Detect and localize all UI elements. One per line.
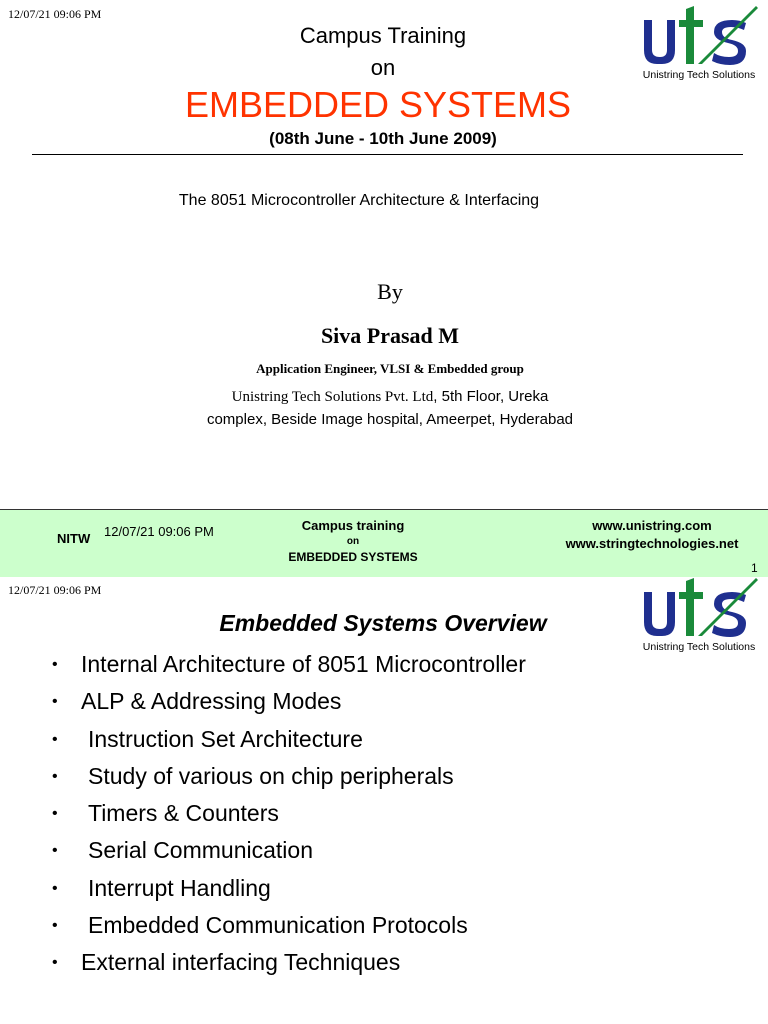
bullet-icon: • (52, 767, 58, 785)
uts-logo-icon (640, 6, 758, 68)
list-item (52, 944, 612, 981)
by-label: By (377, 279, 403, 304)
footer-url-1[interactable]: www.unistring.com (592, 518, 712, 533)
uts-logo (640, 6, 758, 88)
title-line-1: Campus Training (299, 23, 467, 48)
footer-center-line-1: Campus training (301, 518, 405, 533)
list-item (52, 758, 612, 795)
bullet-icon: • (52, 879, 58, 897)
bullet-icon: • (52, 656, 58, 673)
address-line-1 (140, 388, 640, 406)
uts-logo-icon (640, 578, 758, 640)
course-dates: (08th June - 10th June 2009) (269, 129, 497, 148)
bullet-icon: • (52, 917, 58, 935)
topic-list (52, 646, 612, 982)
footer-url-2[interactable]: www.stringtechnologies.net (565, 536, 739, 551)
bullet-icon: • (52, 730, 58, 748)
list-item (52, 795, 612, 832)
address-part: , 5th Floor, Ureka (433, 388, 549, 405)
presentation-subtitle: The 8051 Microcontroller Architecture & Interfacing (178, 192, 540, 209)
list-item-text: Interrupt Handling (88, 874, 271, 901)
title-line-2: on (370, 55, 396, 80)
list-item (52, 721, 612, 758)
footer-center-line-3: EMBEDDED SYSTEMS (288, 550, 418, 564)
list-item (52, 907, 612, 944)
company-name: Unistring Tech Solutions Pvt. Ltd (231, 389, 434, 405)
list-item-text: Serial Communication (88, 837, 313, 864)
list-item-text: Embedded Communication Protocols (88, 912, 468, 939)
bullet-icon: • (52, 805, 58, 823)
bullet-icon: • (52, 693, 58, 711)
logo-caption: Unistring Tech Solutions (642, 69, 756, 81)
overview-slide (0, 576, 768, 1024)
list-item (52, 832, 612, 869)
page-number: 1 (751, 561, 758, 575)
slide-heading: Embedded Systems Overview (219, 610, 547, 636)
list-item-text: Study of various on chip peripherals (88, 762, 454, 789)
list-item-text: External interfacing Techniques (81, 949, 401, 976)
footer-timestamp: 12/07/21 09:06 PM (104, 524, 214, 539)
author-name: Siva Prasad M (320, 323, 460, 348)
footer-center-line-2: on (346, 536, 360, 547)
list-item (52, 646, 612, 683)
main-title: EMBEDDED SYSTEMS (184, 84, 572, 125)
address-line-2: complex, Beside Image hospital, Ameerpet, Hyderabad (206, 411, 574, 428)
slide-footer (0, 509, 768, 577)
list-item-text: ALP & Addressing Modes (81, 688, 342, 715)
bullet-icon: • (52, 954, 58, 972)
bullet-icon: • (52, 842, 58, 860)
list-item (52, 683, 612, 720)
list-item-text: Instruction Set Architecture (88, 725, 363, 752)
logo-caption: Unistring Tech Solutions (642, 641, 756, 653)
uts-logo (640, 578, 758, 660)
slide-timestamp: 12/07/21 09:06 PM (8, 583, 102, 597)
slide-timestamp: 12/07/21 09:06 PM (8, 7, 102, 21)
list-item-text: Internal Architecture of 8051 Microcontroller (81, 651, 526, 677)
author-role: Application Engineer, VLSI & Embedded group (256, 361, 524, 376)
list-item (52, 870, 612, 907)
footer-org: NITW (57, 531, 91, 546)
title-divider (32, 154, 743, 155)
list-item-text: Timers & Counters (88, 800, 279, 827)
